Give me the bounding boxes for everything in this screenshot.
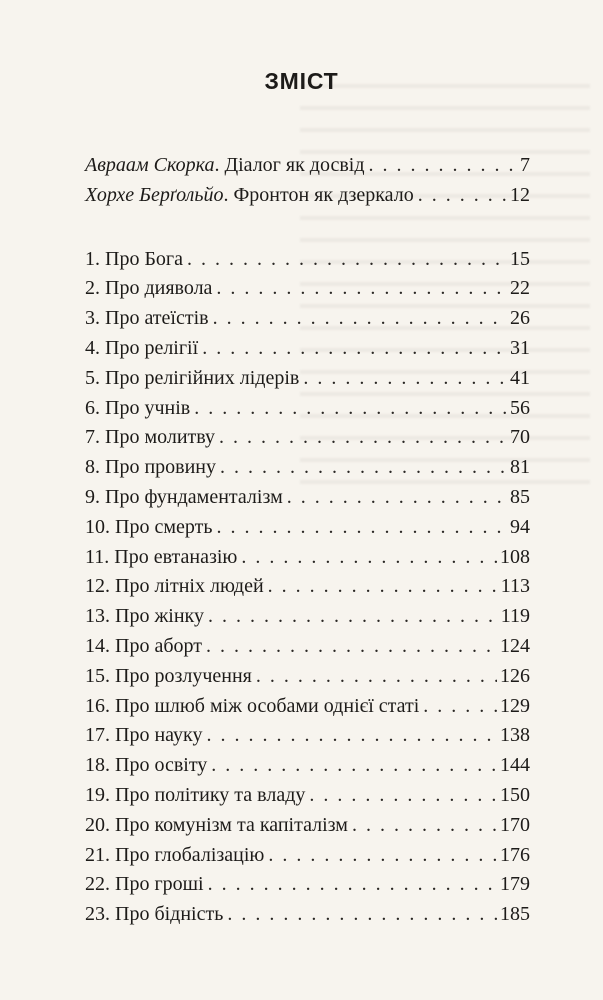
toc-entry-page: 70	[510, 426, 530, 449]
toc-entry-page: 129	[500, 694, 530, 717]
toc-entry-label	[85, 751, 207, 781]
chapter-title: Про евтаназію	[114, 545, 238, 568]
chapter-title: Про освіту	[115, 754, 208, 777]
dot-leader	[227, 900, 497, 930]
dot-leader	[418, 181, 507, 211]
toc-entry-page: 85	[510, 485, 530, 508]
toc-entry-label	[85, 151, 365, 181]
chapter-title: Про учнів	[105, 396, 191, 419]
chapter-title: Про аборт	[115, 634, 202, 657]
chapter-number: 19.	[85, 783, 110, 806]
dot-leader	[256, 662, 497, 692]
toc-entry-label	[85, 721, 202, 751]
toc-entry-chapter	[85, 602, 530, 632]
toc-entry-label	[85, 900, 223, 930]
dot-leader	[241, 543, 497, 573]
chapter-number: 7.	[85, 426, 100, 449]
dot-leader	[208, 870, 497, 900]
toc-entry-intro	[85, 151, 530, 181]
toc-entry-chapter	[85, 274, 530, 304]
chapter-title: Про Бога	[105, 247, 184, 270]
chapter-title: Про шлюб між особами однієї статі	[115, 694, 420, 717]
chapter-title: Про диявола	[105, 277, 213, 300]
section-gap	[85, 211, 530, 245]
toc-entry-chapter	[85, 513, 530, 543]
toc-entry-page: 113	[500, 575, 530, 598]
toc-entry-chapter	[85, 364, 530, 394]
chapter-title: Про молитву	[105, 426, 216, 449]
toc-entry-label	[85, 572, 264, 602]
toc-entry-label	[85, 543, 237, 573]
chapter-number: 10.	[85, 515, 110, 538]
chapter-number: 13.	[85, 605, 110, 628]
toc-entry-chapter	[85, 245, 530, 275]
toc-entry-page: 22	[510, 277, 530, 300]
toc-entry-intro	[85, 181, 530, 211]
chapter-title: Про політику та владу	[115, 783, 306, 806]
chapter-number: 11.	[85, 545, 110, 568]
toc-entry-label	[85, 602, 204, 632]
chapter-title: Про гроші	[115, 873, 204, 896]
chapter-title: Про глобалізацію	[115, 843, 265, 866]
table-of-contents	[85, 151, 530, 930]
toc-entry-page: 31	[510, 336, 530, 359]
dot-leader	[423, 692, 497, 722]
toc-entry-chapter	[85, 453, 530, 483]
chapter-title: Про релігії	[105, 336, 199, 359]
chapter-title: Про літніх людей	[115, 575, 264, 598]
toc-entry-label	[85, 632, 202, 662]
toc-entry-chapter	[85, 543, 530, 573]
toc-entry-title: . Фронтон як дзеркало	[223, 183, 414, 206]
toc-entry-chapter	[85, 811, 530, 841]
chapter-title: Про жінку	[115, 605, 204, 628]
chapter-number: 4.	[85, 336, 100, 359]
toc-entry-label	[85, 274, 212, 304]
toc-entry-label	[85, 513, 212, 543]
chapter-title: Про смерть	[115, 515, 213, 538]
toc-entry-label	[85, 781, 305, 811]
toc-entry-author: Авраам Скорка	[85, 154, 215, 176]
toc-entry-page: 7	[520, 154, 530, 176]
chapter-number: 1.	[85, 247, 100, 270]
toc-entry-chapter	[85, 483, 530, 513]
toc-entry-label	[85, 364, 299, 394]
toc-entry-label	[85, 334, 198, 364]
toc-entry-page: 15	[510, 247, 530, 270]
chapter-number: 2.	[85, 277, 100, 300]
toc-entry-chapter	[85, 304, 530, 334]
chapter-number: 12.	[85, 575, 110, 598]
toc-entry-chapter	[85, 900, 530, 930]
toc-entry-chapter	[85, 841, 530, 871]
toc-entry-chapter	[85, 751, 530, 781]
toc-entry-page: 126	[500, 664, 530, 687]
dot-leader	[268, 841, 497, 871]
toc-entry-chapter	[85, 781, 530, 811]
dot-leader	[216, 513, 507, 543]
toc-entry-chapter	[85, 721, 530, 751]
chapter-number: 23.	[85, 903, 110, 926]
toc-entry-page: 150	[500, 783, 530, 806]
toc-entry-page: 124	[500, 634, 530, 657]
toc-entry-page: 144	[500, 754, 530, 777]
dot-leader	[187, 245, 507, 275]
chapter-title: Про фундаменталізм	[105, 485, 283, 508]
chapter-title: Про науку	[115, 724, 203, 747]
toc-entry-label	[85, 304, 209, 334]
chapter-number: 9.	[85, 485, 100, 508]
toc-entry-page: 176	[500, 843, 530, 866]
toc-entry-chapter	[85, 394, 530, 424]
toc-entry-label	[85, 841, 264, 871]
chapter-number: 21.	[85, 843, 110, 866]
toc-entry-chapter	[85, 423, 530, 453]
toc-entry-page: 119	[500, 605, 530, 628]
chapter-number: 5.	[85, 366, 100, 389]
dot-leader	[219, 423, 507, 453]
dot-leader	[369, 151, 517, 181]
toc-entry-page: 81	[510, 456, 530, 479]
toc-entry-chapter	[85, 572, 530, 602]
dot-leader	[208, 602, 498, 632]
toc-entry-page: 170	[500, 813, 530, 836]
toc-entry-page: 56	[510, 396, 530, 419]
chapter-list	[85, 245, 530, 930]
chapter-title: Про бідність	[115, 903, 224, 926]
chapter-number: 6.	[85, 396, 100, 419]
toc-entry-page: 41	[510, 366, 530, 389]
dot-leader	[268, 572, 498, 602]
dot-leader	[206, 721, 497, 751]
chapter-title: Про релігійних лідерів	[105, 366, 300, 389]
dot-leader	[309, 781, 497, 811]
page-title: ЗМІСТ	[264, 68, 339, 94]
chapter-title: Про атеїстів	[105, 307, 209, 330]
toc-entry-page: 185	[500, 903, 530, 926]
toc-entry-chapter	[85, 870, 530, 900]
toc-entry-page: 179	[500, 873, 530, 896]
chapter-number: 22.	[85, 873, 110, 896]
chapter-number: 15.	[85, 664, 110, 687]
dot-leader	[211, 751, 497, 781]
chapter-number: 17.	[85, 724, 110, 747]
toc-entry-chapter	[85, 692, 530, 722]
chapter-number: 3.	[85, 307, 100, 330]
chapter-number: 18.	[85, 754, 110, 777]
toc-entry-title: . Діалог як досвід	[214, 154, 365, 176]
toc-entry-label	[85, 483, 283, 513]
toc-entry-author: Хорхе Берґольйо	[85, 183, 224, 206]
toc-entry-label	[85, 692, 419, 722]
dot-leader	[287, 483, 507, 513]
toc-entry-page: 108	[500, 545, 530, 568]
toc-entry-label	[85, 662, 252, 692]
toc-entry-label	[85, 423, 215, 453]
chapter-title: Про провину	[105, 456, 216, 479]
dot-leader	[220, 453, 507, 483]
toc-entry-label	[85, 811, 348, 841]
dot-leader	[206, 632, 497, 662]
toc-entry-label	[85, 245, 183, 275]
toc-entry-label	[85, 181, 414, 211]
dot-leader	[194, 394, 507, 424]
toc-entry-chapter	[85, 662, 530, 692]
dot-leader	[303, 364, 507, 394]
toc-entry-page: 138	[500, 724, 530, 747]
toc-entry-label	[85, 394, 190, 424]
dot-leader	[213, 304, 507, 334]
chapter-title: Про комунізм та капіталізм	[115, 813, 348, 836]
toc-entry-chapter	[85, 334, 530, 364]
toc-entry-page: 26	[510, 307, 530, 330]
toc-entry-label	[85, 870, 204, 900]
chapter-number: 16.	[85, 694, 110, 717]
chapter-title: Про розлучення	[115, 664, 252, 687]
chapter-number: 20.	[85, 813, 110, 836]
chapter-number: 8.	[85, 456, 100, 479]
dot-leader	[216, 274, 507, 304]
dot-leader	[352, 811, 497, 841]
dot-leader	[202, 334, 507, 364]
toc-entry-page: 12	[510, 183, 530, 206]
chapter-number: 14.	[85, 634, 110, 657]
toc-entry-page: 94	[510, 515, 530, 538]
toc-entry-chapter	[85, 632, 530, 662]
toc-entry-label	[85, 453, 216, 483]
